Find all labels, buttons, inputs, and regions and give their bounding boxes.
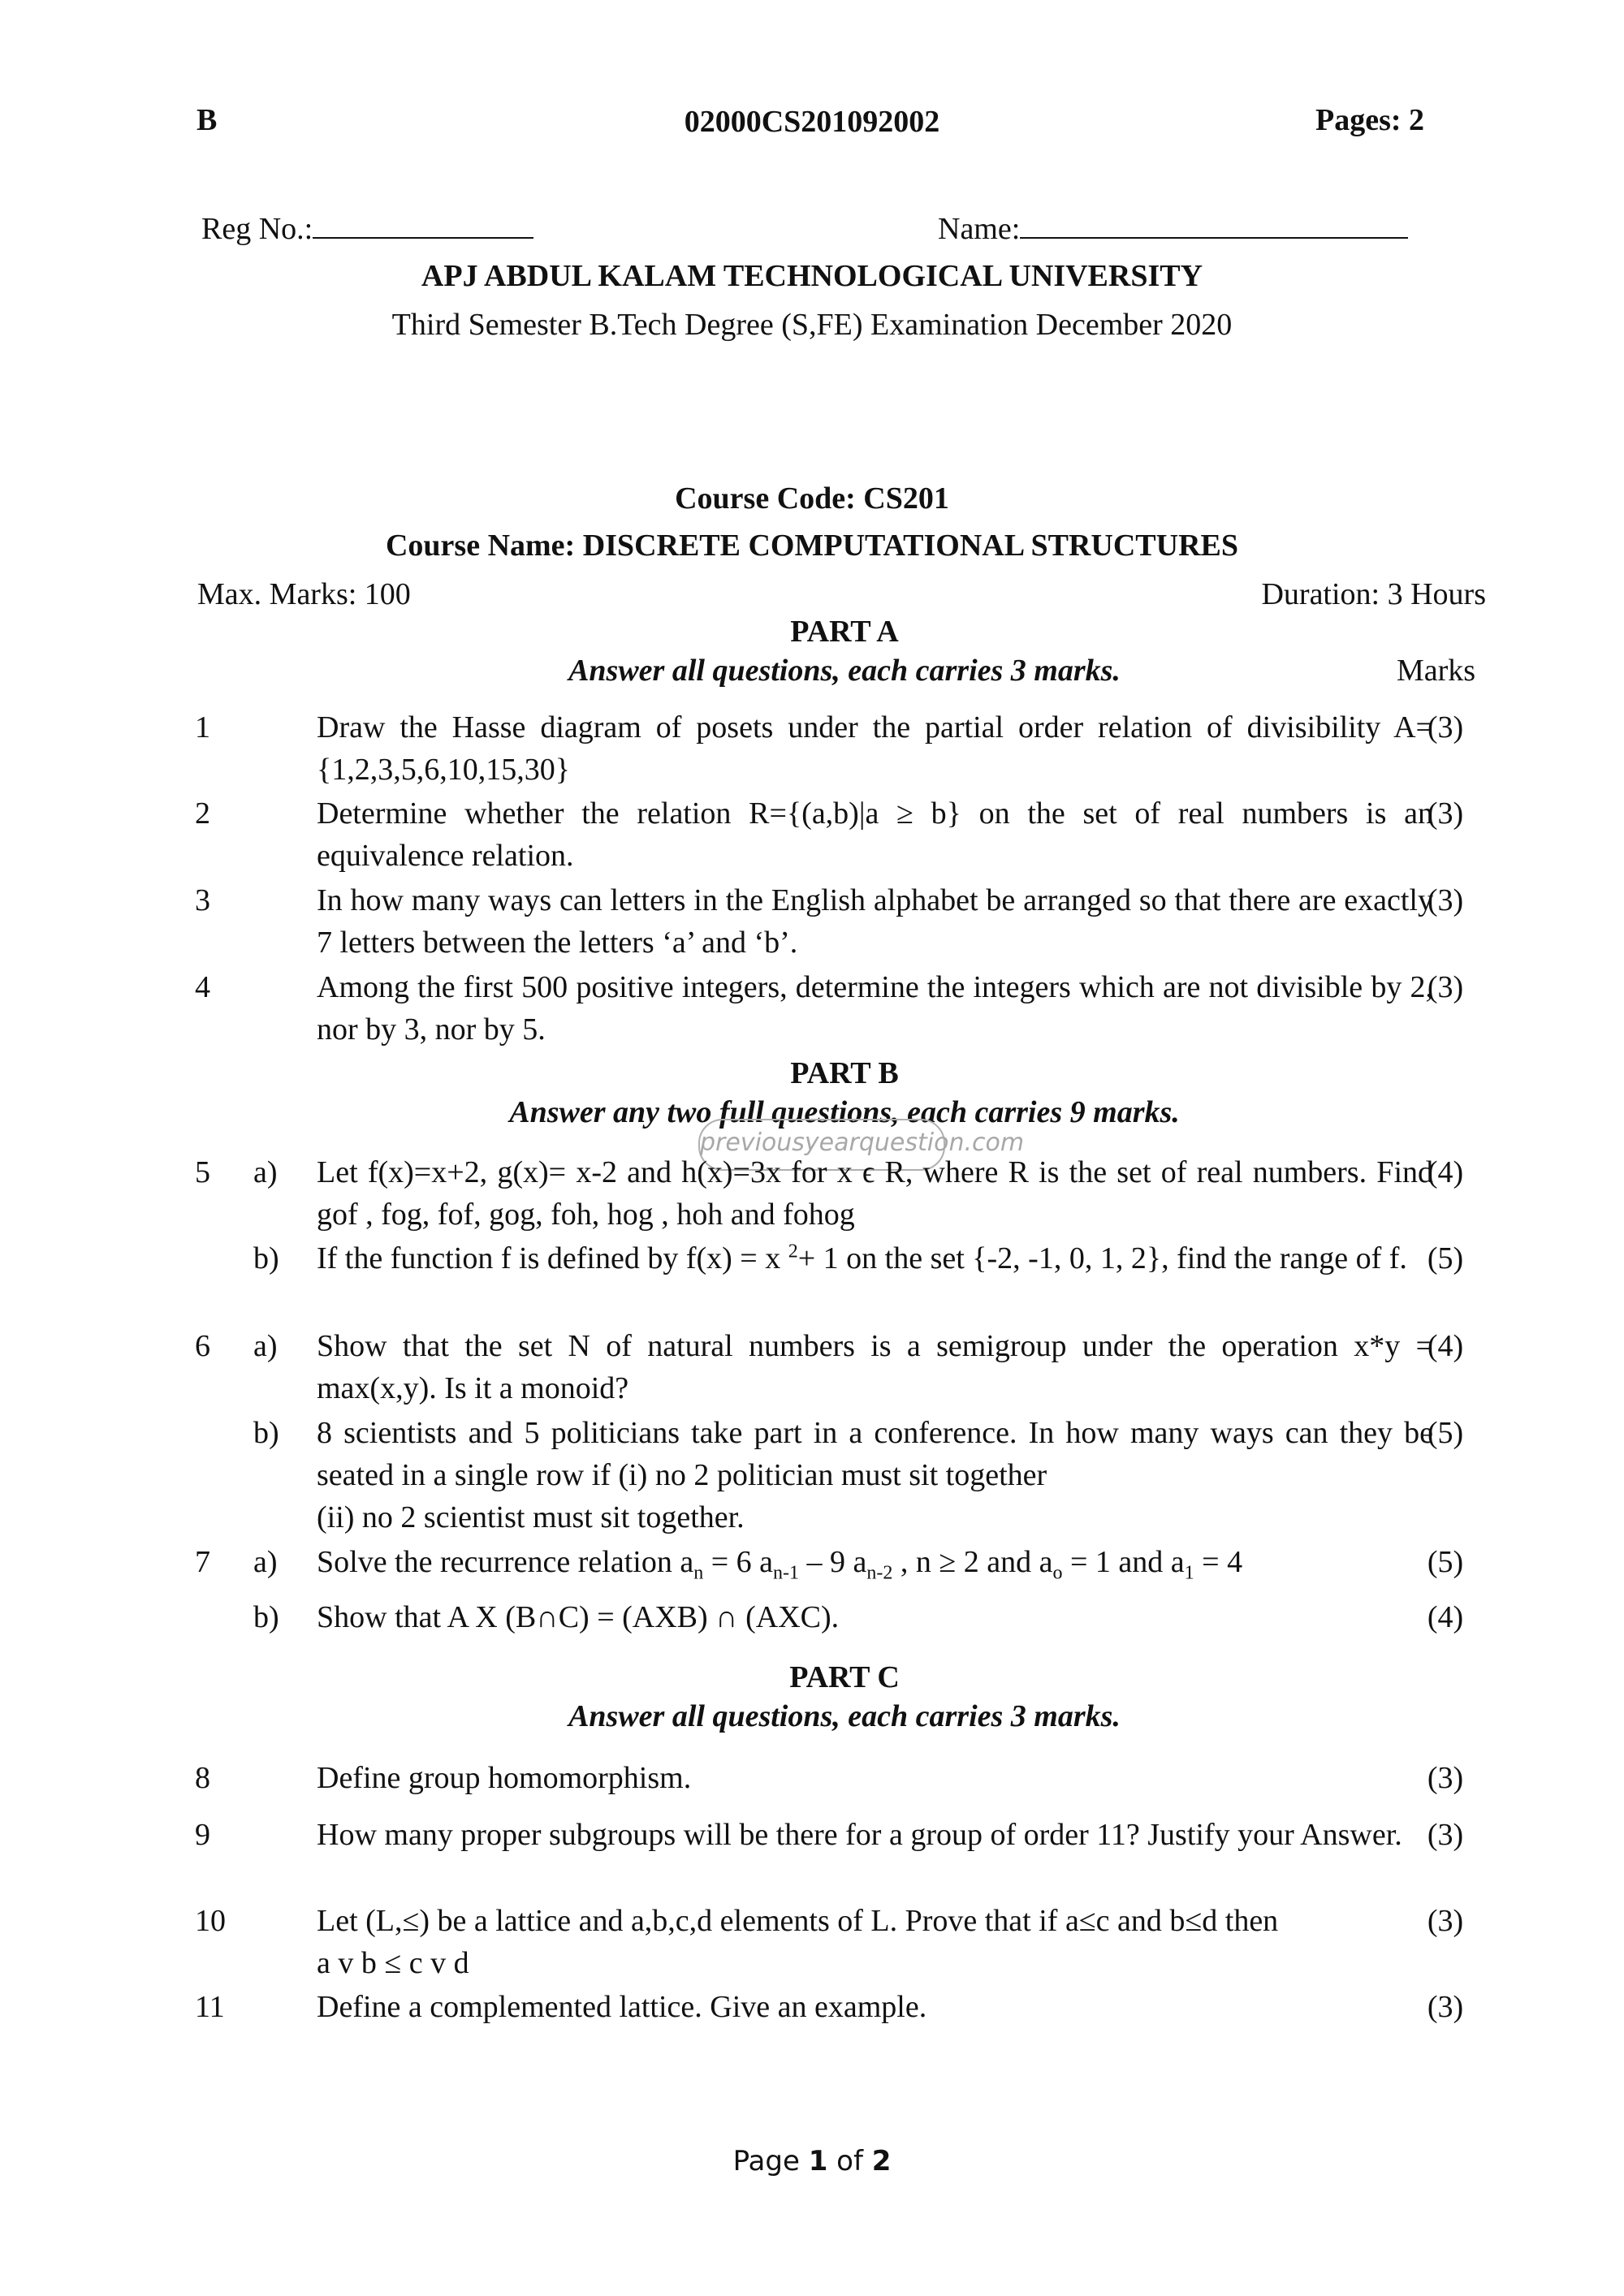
question-number: 2 — [195, 796, 210, 831]
reg-no-label: Reg No.: — [201, 212, 313, 246]
current-page: 1 — [808, 2145, 828, 2177]
question-text: 8 scientists and 5 politicians take part in a conference. In how many ways can they be seated in a single row if (i) no 2 politician must sit together (ii) no 2 scientist must sit together. — [317, 1416, 1433, 1534]
question-marks: (3) — [1427, 796, 1464, 831]
duration: Duration: 3 Hours — [1261, 577, 1486, 611]
university-title: APJ ABDUL KALAM TECHNOLOGICAL UNIVERSITY — [421, 259, 1203, 293]
question-text: How many proper subgroups will be there for a group of order 11? Justify your Answer. — [317, 1818, 1402, 1852]
question-marks: (3) — [1427, 1761, 1464, 1795]
page-footer: Page 1 of 2 — [732, 2145, 892, 2177]
question-number: 5 — [195, 1155, 210, 1189]
question-part: a) — [253, 1155, 278, 1189]
question-part: b) — [253, 1241, 279, 1275]
question-text: Show that A X (B∩C) = (AXB) ∩ (AXC). — [317, 1600, 840, 1634]
question-marks: (3) — [1427, 883, 1464, 917]
name-label: Name: — [938, 212, 1021, 246]
part-b-title: PART B — [790, 1056, 899, 1090]
question-text: Let (L,≤) be a lattice and a,b,c,d elements of L. Prove that if a≤c and b≤d then a v b ≤ c v d — [317, 1904, 1279, 1980]
max-marks: Max. Marks: 100 — [197, 577, 411, 611]
question-text: Define a complemented lattice. Give an example. — [317, 1990, 927, 2024]
question-text: In how many ways can letters in the English alphabet be arranged so that there are exactly 7 letters between the letters ‘a’ and ‘b’. — [317, 883, 1433, 960]
name-field — [938, 205, 1408, 250]
part-b-instruction: Answer any two full questions, each carries 9 marks. — [509, 1095, 1180, 1129]
question-text: Solve the recurrence relation $a_n = 6$ $a_{n-1} - 9$ $a_{n-2}$ , n ≥ 2 and $a_o = 1$ and $a_1 = 4$ — [317, 1545, 1243, 1584]
pages-count: Pages: 2 — [1315, 103, 1425, 137]
question-text: Among the first 500 positive integers, determine the integers which are not divisible by 2, nor by 3, nor by 5. — [317, 970, 1433, 1047]
watermark-logo: previousyearquestion.com — [698, 1119, 945, 1171]
question-marks: (4) — [1427, 1329, 1464, 1363]
question-text: Determine whether the relation R={(a,b)|a ≥ b} on the set of real numbers is an equivalence relation. — [317, 796, 1433, 873]
marks-header: Marks — [1397, 654, 1476, 688]
paper-code: 02000CS201092002 — [684, 105, 940, 139]
question-number: 8 — [195, 1761, 210, 1795]
name-blank — [1020, 205, 1408, 239]
question-number: 3 — [195, 883, 210, 917]
question-marks: (4) — [1427, 1155, 1464, 1189]
question-text: Show that the set N of natural numbers is a semigroup under the operation x*y = max(x,y). Is it a monoid? — [317, 1329, 1433, 1405]
part-c-title: PART C — [789, 1660, 900, 1694]
set-label: B — [197, 103, 218, 137]
part-a-instruction: Answer all questions, each carries 3 marks. — [568, 654, 1121, 688]
total-pages: 2 — [871, 2145, 892, 2177]
question-text: If the function f is defined by f(x) = x $^2$+ 1 on the set {-2, -1, 0, 1, 2}, find the range of f. — [317, 1241, 1407, 1275]
question-text: Let f(x)=x+2, g(x)= x-2 and h(x)=3x for x ϵ R, where R is the set of real numbers. Find gof , fog, fof, gog, foh, hog , hoh and fohog — [317, 1155, 1433, 1232]
part-c-instruction: Answer all questions, each carries 3 marks. — [568, 1699, 1121, 1733]
part-a-title: PART A — [790, 615, 899, 649]
question-marks: (3) — [1427, 970, 1464, 1004]
question-marks: (3) — [1427, 1990, 1464, 2024]
question-text: Define group homomorphism. — [317, 1761, 692, 1795]
question-number: 7 — [195, 1545, 210, 1579]
question-part: a) — [253, 1545, 278, 1579]
question-part: a) — [253, 1329, 278, 1363]
question-part: b) — [253, 1416, 279, 1450]
question-text: Draw the Hasse diagram of posets under the partial order relation of divisibility A={1,2,3,5,6,10,15,30} — [317, 710, 1433, 787]
course-name: Course Name: DISCRETE COMPUTATIONAL STRUCTURES — [385, 529, 1238, 563]
question-number: 9 — [195, 1818, 210, 1852]
question-number: 6 — [195, 1329, 210, 1363]
question-marks: (5) — [1427, 1416, 1464, 1450]
question-part: b) — [253, 1600, 279, 1634]
question-number: 10 — [195, 1904, 226, 1938]
question-number: 1 — [195, 710, 210, 744]
reg-no-blank — [313, 205, 533, 239]
question-marks: (3) — [1427, 710, 1464, 744]
question-marks: (3) — [1427, 1818, 1464, 1852]
question-number: 4 — [195, 970, 210, 1004]
question-marks: (3) — [1427, 1904, 1464, 1938]
question-number: 11 — [195, 1990, 225, 2024]
question-marks: (5) — [1427, 1545, 1464, 1579]
exam-title: Third Semester B.Tech Degree (S,FE) Examination December 2020 — [391, 308, 1233, 342]
course-code: Course Code: CS201 — [675, 481, 949, 516]
reg-no-field — [201, 205, 533, 250]
question-marks: (5) — [1427, 1241, 1464, 1275]
question-marks: (4) — [1427, 1600, 1464, 1634]
